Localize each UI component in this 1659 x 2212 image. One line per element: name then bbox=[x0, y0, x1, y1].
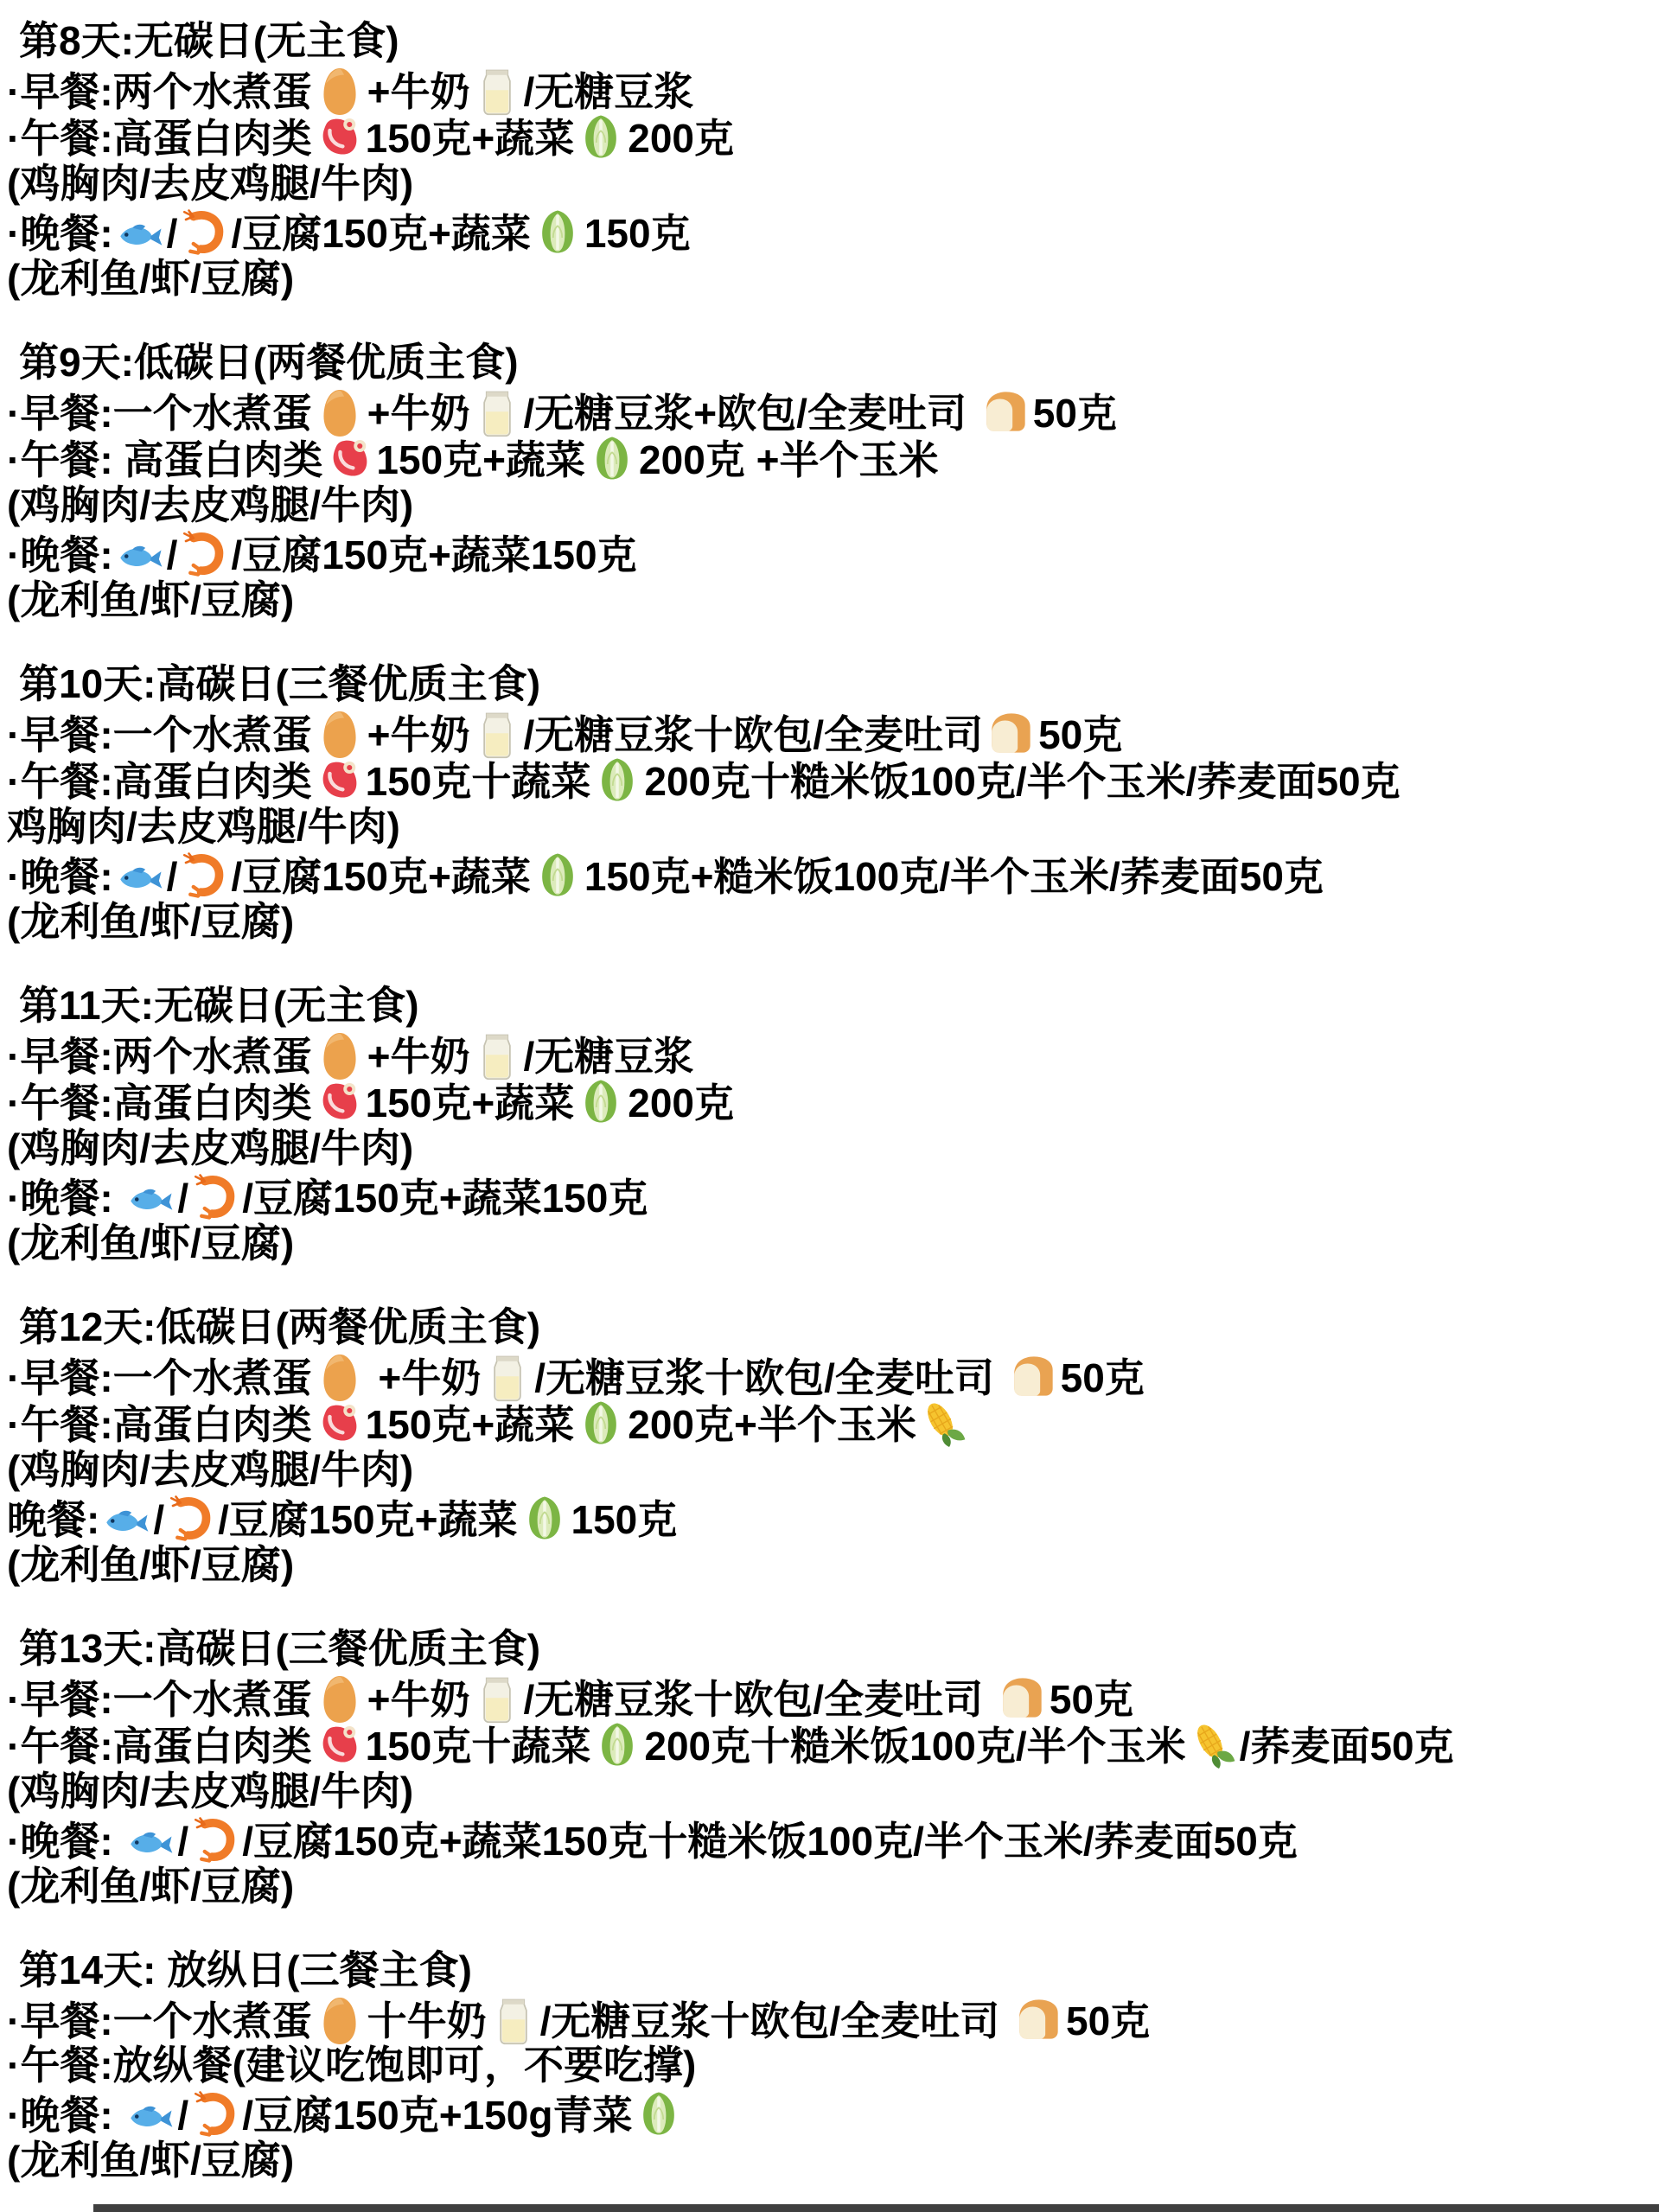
lettuce-icon bbox=[632, 2093, 686, 2138]
day-block bbox=[7, 1625, 1659, 1910]
text-run: (龙利鱼/虾/豆腐) bbox=[7, 2138, 295, 2183]
shrimp-icon bbox=[188, 1176, 242, 1221]
shrimp-icon bbox=[188, 1819, 242, 1864]
text-run: /无糖豆浆十欧包/全麦吐司 bbox=[534, 1355, 1005, 1400]
day-title: 第10天:高碳日(三餐优质主食) bbox=[19, 661, 541, 706]
day-block bbox=[7, 17, 1659, 303]
bread-icon bbox=[1011, 1998, 1066, 2043]
text-run: ·晚餐: bbox=[7, 2093, 124, 2138]
milk-icon bbox=[481, 1355, 534, 1400]
text-run: ·晚餐: bbox=[7, 532, 113, 577]
text-run: 150克+蔬菜 bbox=[365, 1081, 575, 1125]
day-block bbox=[7, 339, 1659, 624]
meal-line bbox=[7, 1994, 1659, 2042]
text-run: 150克十蔬菜 bbox=[365, 1724, 591, 1769]
fish-icon bbox=[124, 2093, 177, 2138]
text-run: /豆腐150克+150g青菜 bbox=[242, 2093, 633, 2138]
text-run: (龙利鱼/虾/豆腐) bbox=[7, 577, 295, 622]
text-run: ·午餐:放纵餐(建议吃饱即可，不要吃撑) bbox=[7, 2043, 697, 2088]
lettuce-icon bbox=[518, 1497, 571, 1542]
text-run: /无糖豆浆 bbox=[523, 1034, 694, 1079]
text-run: ·午餐:高蛋白肉类 bbox=[7, 759, 312, 804]
text-run: 200克 +半个玉米 bbox=[639, 437, 939, 482]
text-run: /无糖豆浆十欧包/全麦吐司 bbox=[539, 1998, 1011, 2043]
text-run: (龙利鱼/虾/豆腐) bbox=[7, 1542, 295, 1587]
meal-line bbox=[7, 481, 1659, 529]
meal-line bbox=[7, 1863, 1659, 1910]
text-run: (龙利鱼/虾/豆腐) bbox=[7, 1221, 295, 1265]
day-title: 第13天:高碳日(三餐优质主食) bbox=[19, 1626, 541, 1671]
meal-line bbox=[7, 1351, 1659, 1399]
fish-icon bbox=[124, 1819, 177, 1864]
text-run: /无糖豆浆 bbox=[523, 69, 694, 114]
lettuce-icon bbox=[531, 211, 584, 256]
text-run: / bbox=[177, 1819, 189, 1864]
meal-line bbox=[7, 2137, 1659, 2184]
day-block bbox=[7, 1304, 1659, 1589]
text-run: ·午餐:高蛋白肉类 bbox=[7, 1081, 312, 1125]
meal-line bbox=[7, 386, 1659, 434]
shrimp-icon bbox=[177, 211, 231, 256]
text-run: ·晚餐: bbox=[7, 1819, 124, 1864]
text-run: ·早餐:一个水煮蛋 bbox=[7, 391, 312, 436]
meal-line bbox=[7, 207, 1659, 255]
text-run: (鸡胸肉/去皮鸡腿/牛肉) bbox=[7, 1447, 414, 1492]
text-run: +牛奶 bbox=[367, 1677, 470, 1722]
text-run: ·早餐:两个水煮蛋 bbox=[7, 1034, 312, 1079]
corn-icon bbox=[916, 1402, 970, 1447]
meal-line bbox=[7, 755, 1659, 803]
meal-line bbox=[7, 1541, 1659, 1589]
text-run: +牛奶 bbox=[367, 1355, 482, 1400]
text-run: 200克+半个玉米 bbox=[628, 1402, 916, 1447]
meal-line bbox=[7, 1815, 1659, 1863]
text-run: (鸡胸肉/去皮鸡腿/牛肉) bbox=[7, 1769, 414, 1814]
meal-line bbox=[7, 1077, 1659, 1125]
text-run: (鸡胸肉/去皮鸡腿/牛肉) bbox=[7, 1125, 414, 1170]
text-run: 200克十糙米饭100克/半个玉米 bbox=[644, 1724, 1186, 1769]
text-run: / bbox=[177, 2093, 189, 2138]
text-run: ·早餐:一个水煮蛋 bbox=[7, 1677, 312, 1722]
meat-icon bbox=[312, 1402, 366, 1447]
text-run: 150克+蔬菜 bbox=[376, 437, 586, 482]
text-run: 150克 bbox=[571, 1497, 678, 1542]
milk-icon bbox=[470, 69, 524, 114]
day-title: 第9天:低碳日(两餐优质主食) bbox=[19, 340, 519, 385]
egg-icon bbox=[312, 391, 367, 436]
text-run: 150克+糙米饭100克/半个玉米/荞麦面50克 bbox=[584, 854, 1324, 899]
text-run: ·早餐:一个水煮蛋 bbox=[7, 1355, 312, 1400]
text-run: ·早餐:一个水煮蛋 bbox=[7, 712, 312, 757]
milk-icon bbox=[470, 1034, 524, 1079]
meal-line bbox=[7, 1399, 1659, 1446]
text-run: /豆腐150克+蔬菜 bbox=[218, 1497, 518, 1542]
meal-line bbox=[7, 1494, 1659, 1541]
bread-icon bbox=[994, 1677, 1050, 1722]
meal-line bbox=[7, 1768, 1659, 1815]
text-run: /豆腐150克+蔬菜150克 bbox=[231, 532, 637, 577]
bread-icon bbox=[1005, 1355, 1061, 1400]
shrimp-icon bbox=[177, 854, 231, 899]
lettuce-icon bbox=[574, 1402, 628, 1447]
meal-line bbox=[7, 65, 1659, 112]
meal-line bbox=[7, 112, 1659, 160]
text-run: 50克 bbox=[1038, 712, 1123, 757]
text-run: / bbox=[166, 211, 178, 256]
egg-icon bbox=[312, 69, 367, 114]
meal-line bbox=[7, 577, 1659, 624]
text-run: (鸡胸肉/去皮鸡腿/牛肉) bbox=[7, 482, 414, 527]
meal-line bbox=[7, 1673, 1659, 1720]
meal-line bbox=[7, 160, 1659, 207]
egg-icon bbox=[312, 1677, 367, 1722]
text-run: /无糖豆浆十欧包/全麦吐司 bbox=[523, 1677, 994, 1722]
day-block bbox=[7, 660, 1659, 946]
fish-icon bbox=[99, 1497, 153, 1542]
meal-line bbox=[7, 255, 1659, 303]
day-title: 第8天:无碳日(无主食) bbox=[19, 18, 399, 63]
text-run: 鸡胸肉/去皮鸡腿/牛肉) bbox=[7, 804, 400, 849]
fish-icon bbox=[113, 854, 167, 899]
meal-line bbox=[7, 1220, 1659, 1267]
lettuce-icon bbox=[590, 1724, 644, 1769]
text-run: 200克 bbox=[628, 116, 735, 161]
meat-icon bbox=[312, 1724, 366, 1769]
lettuce-icon bbox=[585, 437, 639, 482]
fish-icon bbox=[124, 1176, 177, 1221]
text-run: 50克 bbox=[1049, 1677, 1134, 1722]
egg-icon bbox=[312, 1355, 367, 1400]
meat-icon bbox=[322, 437, 376, 482]
text-run: +牛奶 bbox=[367, 1034, 470, 1079]
meal-line bbox=[7, 898, 1659, 946]
text-run: (龙利鱼/虾/豆腐) bbox=[7, 899, 295, 944]
day-title: 第14天: 放纵日(三餐主食) bbox=[19, 1947, 472, 1992]
bread-icon bbox=[983, 712, 1038, 757]
text-run: (鸡胸肉/去皮鸡腿/牛肉) bbox=[7, 161, 414, 206]
lettuce-icon bbox=[531, 854, 584, 899]
meal-line bbox=[7, 2042, 1659, 2089]
meal-line bbox=[7, 1446, 1659, 1494]
text-run: / bbox=[166, 854, 178, 899]
shrimp-icon bbox=[188, 2093, 242, 2138]
text-run: /荞麦面50克 bbox=[1239, 1724, 1454, 1769]
meal-line bbox=[7, 1030, 1659, 1077]
meal-line bbox=[7, 1720, 1659, 1768]
text-run: +牛奶 bbox=[367, 391, 470, 436]
meal-line bbox=[7, 851, 1659, 898]
text-run: ·午餐:高蛋白肉类 bbox=[7, 1724, 312, 1769]
text-run: ·晚餐: bbox=[7, 854, 113, 899]
meal-line bbox=[7, 529, 1659, 577]
text-run: 150克+蔬菜 bbox=[365, 1402, 575, 1447]
lettuce-icon bbox=[574, 1081, 628, 1125]
lettuce-icon bbox=[574, 116, 628, 161]
text-run: 50克 bbox=[1065, 1998, 1151, 2043]
text-run: /无糖豆浆+欧包/全麦吐司 bbox=[523, 391, 978, 436]
text-run: / bbox=[177, 1176, 189, 1221]
day-block bbox=[7, 1947, 1659, 2184]
day-block bbox=[7, 982, 1659, 1267]
fish-icon bbox=[113, 211, 167, 256]
corn-icon bbox=[1186, 1724, 1240, 1769]
meat-icon bbox=[312, 1081, 366, 1125]
meal-line bbox=[7, 803, 1659, 851]
text-run: +牛奶 bbox=[367, 712, 470, 757]
text-run: ·早餐:一个水煮蛋 bbox=[7, 1998, 312, 2043]
meal-line bbox=[7, 2089, 1659, 2137]
text-run: 150克 bbox=[584, 211, 691, 256]
text-run: 200克十糙米饭100克/半个玉米/荞麦面50克 bbox=[644, 759, 1401, 804]
text-run: 十牛奶 bbox=[367, 1998, 487, 2043]
bottom-edge-bar bbox=[93, 2204, 1659, 2212]
day-title: 第12天:低碳日(两餐优质主食) bbox=[19, 1304, 541, 1349]
milk-icon bbox=[470, 1677, 524, 1722]
text-run: (龙利鱼/虾/豆腐) bbox=[7, 1864, 295, 1909]
meal-line bbox=[7, 708, 1659, 755]
meal-line bbox=[7, 434, 1659, 481]
day-title: 第11天:无碳日(无主食) bbox=[19, 983, 419, 1028]
meat-icon bbox=[312, 759, 366, 804]
egg-icon bbox=[312, 1998, 367, 2043]
text-run: / bbox=[166, 532, 178, 577]
text-run: /豆腐150克+蔬菜150克十糙米饭100克/半个玉米/荞麦面50克 bbox=[242, 1819, 1298, 1864]
text-run: 200克 bbox=[628, 1081, 735, 1125]
milk-icon bbox=[470, 391, 524, 436]
text-run: ·午餐:高蛋白肉类 bbox=[7, 1402, 312, 1447]
milk-icon bbox=[470, 712, 524, 757]
shrimp-icon bbox=[164, 1497, 218, 1542]
shrimp-icon bbox=[177, 532, 231, 577]
text-run: /豆腐150克+蔬菜 bbox=[231, 211, 531, 256]
text-run: +牛奶 bbox=[367, 69, 470, 114]
text-run: /豆腐150克+蔬菜150克 bbox=[242, 1176, 648, 1221]
text-run: ·午餐: 高蛋白肉类 bbox=[7, 437, 323, 482]
text-run: 150克十蔬菜 bbox=[365, 759, 591, 804]
text-run: ·晚餐: bbox=[7, 1176, 124, 1221]
bread-icon bbox=[978, 391, 1033, 436]
text-run: /无糖豆浆十欧包/全麦吐司 bbox=[523, 712, 984, 757]
text-run: 150克+蔬菜 bbox=[365, 116, 575, 161]
text-run: ·午餐:高蛋白肉类 bbox=[7, 116, 312, 161]
text-run: (龙利鱼/虾/豆腐) bbox=[7, 256, 295, 301]
text-run: / bbox=[153, 1497, 165, 1542]
egg-icon bbox=[312, 712, 367, 757]
text-run: ·早餐:两个水煮蛋 bbox=[7, 69, 312, 114]
milk-icon bbox=[487, 1998, 540, 2043]
fish-icon bbox=[113, 532, 167, 577]
text-run: /豆腐150克+蔬菜 bbox=[231, 854, 531, 899]
text-run: 晚餐: bbox=[7, 1497, 100, 1542]
text-run: 50克 bbox=[1032, 391, 1117, 436]
text-run: ·晚餐: bbox=[7, 211, 113, 256]
meat-icon bbox=[312, 116, 366, 161]
lettuce-icon bbox=[590, 759, 644, 804]
egg-icon bbox=[312, 1034, 367, 1079]
text-run: 50克 bbox=[1060, 1355, 1145, 1400]
meal-line bbox=[7, 1172, 1659, 1220]
meal-line bbox=[7, 1125, 1659, 1172]
